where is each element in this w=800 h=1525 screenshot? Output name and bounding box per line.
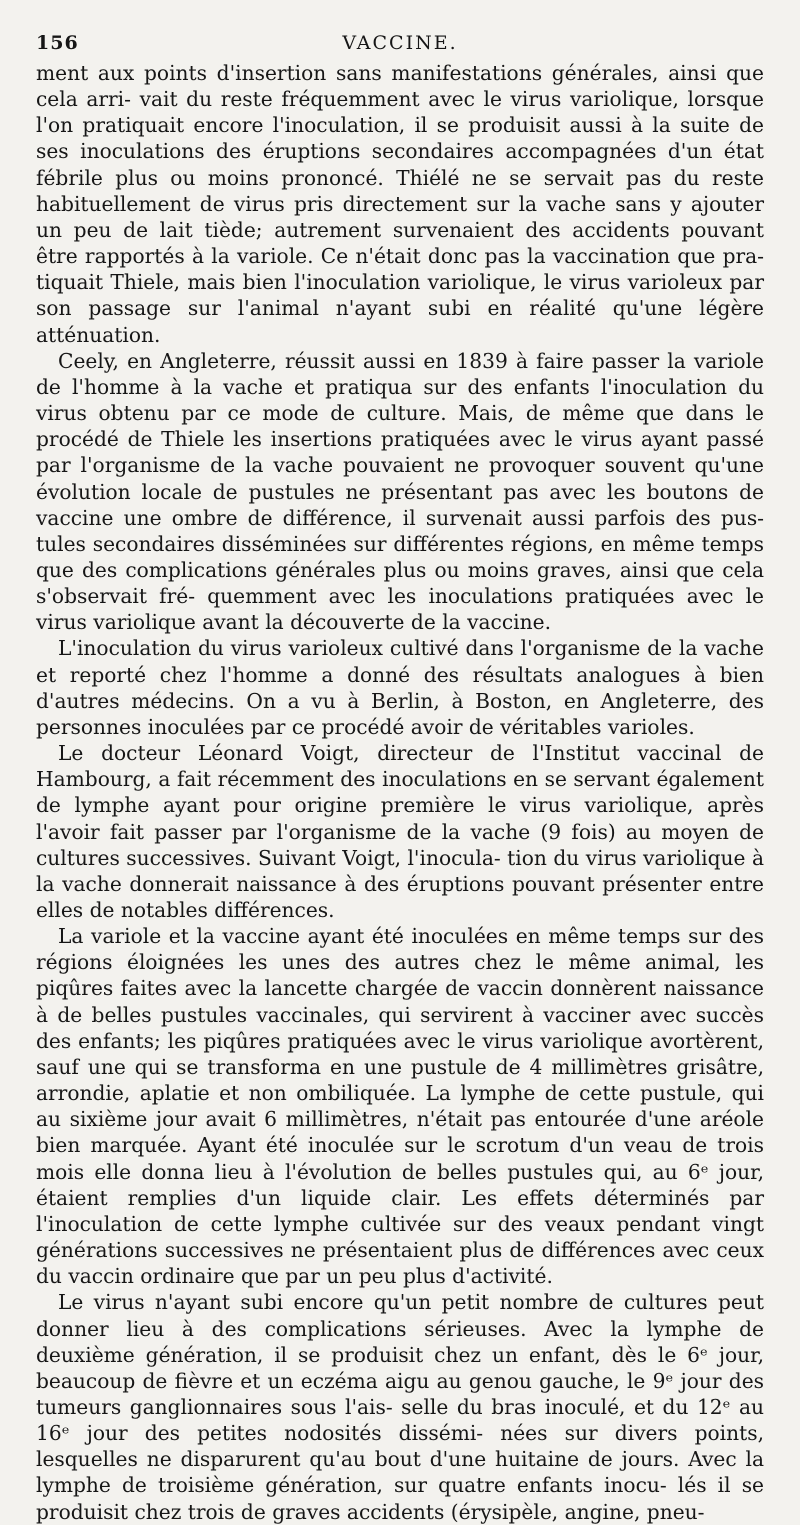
page-number: 156 bbox=[36, 32, 79, 54]
paragraph: Le docteur Léonard Voigt, directeur de l'Institut vaccinal de Hambourg, a fait récemment des inoculations en se servant également de lymphe ayant pour origine première le virus variolique, après l'avoir fait passer par l'organisme de la vache (9 fois) au moyen de cultures successives. Suivant Voigt, l'inocula- tion du virus variolique à la vache donnerait naissance à des éruptions pouvant présenter entre elles de notables différences. bbox=[36, 741, 764, 922]
paragraph: La variole et la vaccine ayant été inoculées en même temps sur des régions éloignées les unes des autres chez le même animal, les piqûres faites avec la lancette chargée de vaccin donnèrent naissance à de belles pustules vaccinales, qui servirent à vacciner avec succès des enfants; les piqûres pratiquées avec le virus variolique avortèrent, sauf une qui se transforma en une pustule de 4 millimètres grisâtre, arrondie, aplatie et non ombiliquée. La lymphe de cette pustule, qui au sixième jour avait 6 millimètres, n'était pas entourée d'une aréole bien marquée. Ayant été inoculée sur le scrotum d'un veau de trois mois elle donna lieu à l'évolution de belles pustules qui, au 6ᵉ jour, étaient remplies d'un liquide clair. Les effets déterminés par l'inoculation de cette lymphe cultivée sur des veaux pendant vingt générations successives ne présentaient plus de différences avec ceux du vaccin ordinaire que par un peu plus d'activité. bbox=[36, 924, 764, 1289]
body-text bbox=[36, 60, 764, 1525]
paragraph: ment aux points d'insertion sans manifestations générales, ainsi que cela arri- vait du reste fréquemment avec le virus variolique, lorsque l'on pratiquait encore l'inoculation, il se produisit aussi à la suite de ses inoculations des éruptions secondaires accompagnées d'un état fébrile plus ou moins prononcé. Thiélé ne se servait pas du reste habituellement de virus pris directement sur la vache sans y ajouter un peu de lait tiède; autrement survenaient des accidents pouvant être rapportés à la variole. Ce n'était donc pas la vaccination que pra- tiquait Thiele, mais bien l'inoculation variolique, le virus varioleux par son passage sur l'animal n'ayant subi en réalité qu'une légère atténuation. bbox=[36, 61, 764, 347]
running-head: VACCINE. bbox=[342, 32, 458, 54]
paragraph: Ceely, en Angleterre, réussit aussi en 1839 à faire passer la variole de l'homme à la vache et pratiqua sur des enfants l'inoculation du virus obtenu par ce mode de culture. Mais, de même que dans le procédé de Thiele les insertions pratiquées avec le virus ayant passé par l'organisme de la vache pouvaient ne provoquer souvent qu'une évolution locale de pustules ne présentant pas avec les boutons de vaccine une ombre de différence, il survenait aussi parfois des pus- tules secondaires disséminées sur différentes régions, en même temps que des complications générales plus ou moins graves, ainsi que cela s'observait fré- quemment avec les inoculations pratiquées avec le virus variolique avant la découverte de la vaccine. bbox=[36, 348, 764, 635]
paragraph: Le virus n'ayant subi encore qu'un petit nombre de cultures peut donner lieu à des complications sérieuses. Avec la lymphe de deuxième génération, il se produisit chez un enfant, dès le 6ᵉ jour, beaucoup de fièvre et un eczéma aigu au genou gauche, le 9ᵉ jour des tumeurs ganglionnaires sous l'ais- selle du bras inoculé, et du 12ᵉ au 16ᵉ jour des petites nodosités dissémi- nées sur divers points, lesquelles ne disparurent qu'au bout d'une huitaine de jours. Avec la lymphe de troisième génération, sur quatre enfants inocu- lés il se produisit chez trois de graves accidents (érysipèle, angine, pneu- bbox=[36, 1290, 764, 1524]
page-header bbox=[36, 28, 764, 58]
paragraph: L'inoculation du virus varioleux cultivé dans l'organisme de la vache et reporté chez l'homme a donné des résultats analogues à bien d'autres médecins. On a vu à Berlin, à Boston, en Angleterre, des personnes inoculées par ce procédé avoir de véritables varioles. bbox=[36, 636, 764, 739]
